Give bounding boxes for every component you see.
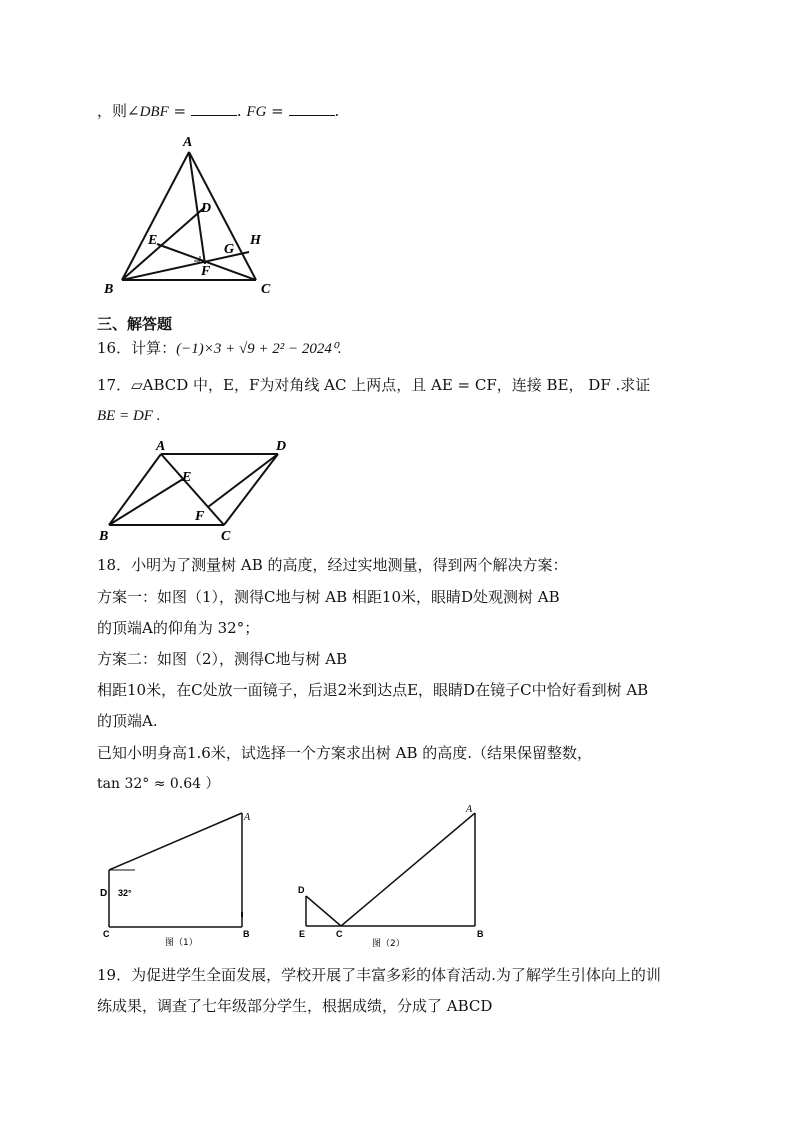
label-A: A — [466, 804, 473, 815]
figure-q15-triangle — [95, 130, 285, 300]
label-G: G — [224, 242, 235, 257]
q18-line-6: 的顶端A. — [97, 712, 158, 730]
label-A: A — [156, 439, 166, 454]
label-A: A — [183, 135, 193, 150]
label-B: B — [477, 929, 484, 939]
q19-line-1: 19．为促进学生全面发展，学校开展了丰富多彩的体育活动.为了解学生引体向上的训 — [97, 966, 661, 984]
label-C: C — [261, 282, 271, 297]
q18-line-5: 相距10米，在C处放一面镜子，后退2米到达点E，眼睛D在镜子C中恰好看到树 AB — [97, 681, 649, 699]
answer-blank-1[interactable] — [191, 99, 237, 116]
q17-line-2: BE = DF . — [97, 408, 161, 424]
angle-label: 32° — [118, 888, 132, 898]
figure-q18-1 — [95, 800, 270, 950]
q16-line: 16．计算：(−1)×3 + √9 + 2² − 2024⁰. — [97, 339, 342, 357]
answer-blank-2[interactable] — [289, 99, 335, 116]
section-title: 三、解答题 — [97, 315, 173, 333]
label-D: D — [201, 201, 212, 216]
label-H: H — [250, 233, 261, 248]
label-E: E — [299, 929, 306, 939]
q18-line-4: 方案二：如图（2），测得C地与树 AB — [97, 650, 348, 668]
q17-line-1: 17．▱ABCD 中，E，F为对角线 AC 上两点，且 AE = CF，连接 BE， DF .求证 — [97, 376, 651, 394]
label-F: F — [201, 264, 211, 279]
q18-line-2: 方案一：如图（1），测得C地与树 AB 相距10米，眼睛D处观测树 AB — [97, 588, 560, 606]
caption-fig-1: 图（1） — [165, 938, 198, 948]
label-D: D — [100, 888, 108, 899]
label-B: B — [243, 929, 250, 939]
label-D: D — [298, 885, 305, 895]
label-C: C — [221, 529, 231, 544]
label-C: C — [103, 929, 110, 939]
label-F: F — [195, 509, 205, 524]
label-E: E — [148, 233, 158, 248]
label-B: B — [99, 529, 109, 544]
label-A: A — [244, 812, 251, 823]
label-E: E — [182, 470, 192, 485]
figure-q17-parallelogram — [95, 436, 295, 546]
q18-line-8: tan 32° ≈ 0.64 ） — [97, 776, 220, 792]
label-C: C — [336, 929, 343, 939]
q18-line-3: 的顶端A的仰角为 32°； — [97, 619, 260, 637]
q18-line-7: 已知小明身高1.6米，试选择一个方案求出树 AB 的高度.（结果保留整数， — [97, 744, 593, 762]
caption-fig-2: 图（2） — [372, 939, 405, 949]
figure-q18-2 — [290, 800, 500, 950]
label-B: B — [104, 282, 114, 297]
q15-answer-line: ，则∠DBF = . FG = . — [97, 99, 339, 123]
q18-line-1: 18．小明为了测量树 AB 的高度，经过实地测量，得到两个解决方案： — [97, 556, 568, 574]
label-D: D — [276, 439, 287, 454]
q19-line-2: 练成果，调查了七年级部分学生，根据成绩，分成了 ABCD — [97, 997, 493, 1015]
